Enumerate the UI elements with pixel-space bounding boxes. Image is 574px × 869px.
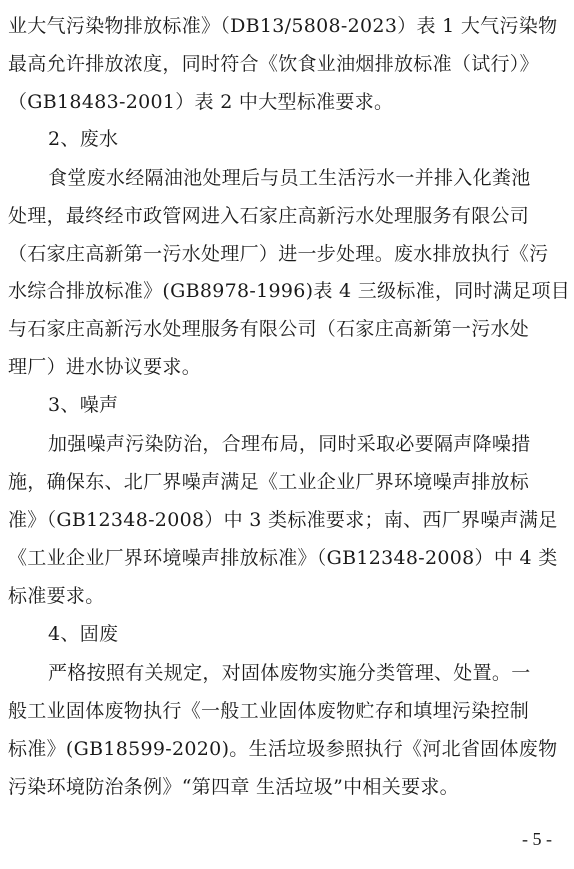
text-line: 最高允许排放浓度，同时符合《饮食业油烟排放标准（试行）》 <box>8 53 539 75</box>
text-line: （石家庄高新第一污水处理厂）进一步处理。废水排放执行《污 <box>8 243 549 265</box>
text-line: 业大气污染物排放标准》（DB13/5808-2023）表 1 大气污染物 <box>8 15 558 37</box>
text-line: 与石家庄高新污水处理服务有限公司（石家庄高新第一污水处 <box>8 318 530 340</box>
page-number: - 5 - <box>522 829 552 849</box>
text-line: 标准》(GB18599-2020)。生活垃圾参照执行《河北省固体废物 <box>8 738 558 760</box>
section-heading-solid-waste: 4、固废 <box>48 623 119 645</box>
text-line: 《工业企业厂界环境噪声排放标准》（GB12348-2008）中 4 类 <box>8 547 558 569</box>
text-line: 理厂）进水协议要求。 <box>8 356 202 378</box>
text-line: 严格按照有关规定，对固体废物实施分类管理、处置。一 <box>48 662 531 684</box>
text-line: 标准要求。 <box>8 585 105 607</box>
text-line: 准》（GB12348-2008）中 3 类标准要求；南、西厂界噪声满足 <box>8 509 558 531</box>
text-line: 水综合排放标准》(GB8978-1996)表 4 三级标准，同时满足项目 <box>8 280 571 302</box>
text-line: 施，确保东、北厂界噪声满足《工业企业厂界环境噪声排放标 <box>8 471 530 493</box>
text-line: （GB18483-2001）表 2 中大型标准要求。 <box>8 91 394 113</box>
section-heading-noise: 3、噪声 <box>48 394 119 416</box>
text-line: 污染环境防治条例》“第四章 生活垃圾”中相关要求。 <box>8 776 459 798</box>
text-line: 加强噪声污染防治，合理布局，同时采取必要隔声降噪措 <box>48 433 531 455</box>
text-line: 处理，最终经市政管网进入石家庄高新污水处理服务有限公司 <box>8 205 530 227</box>
section-heading-wastewater: 2、废水 <box>48 128 119 150</box>
text-line: 般工业固体废物执行《一般工业固体废物贮存和填埋污染控制 <box>8 700 530 722</box>
text-line: 食堂废水经隔油池处理后与员工生活污水一并排入化粪池 <box>48 167 531 189</box>
